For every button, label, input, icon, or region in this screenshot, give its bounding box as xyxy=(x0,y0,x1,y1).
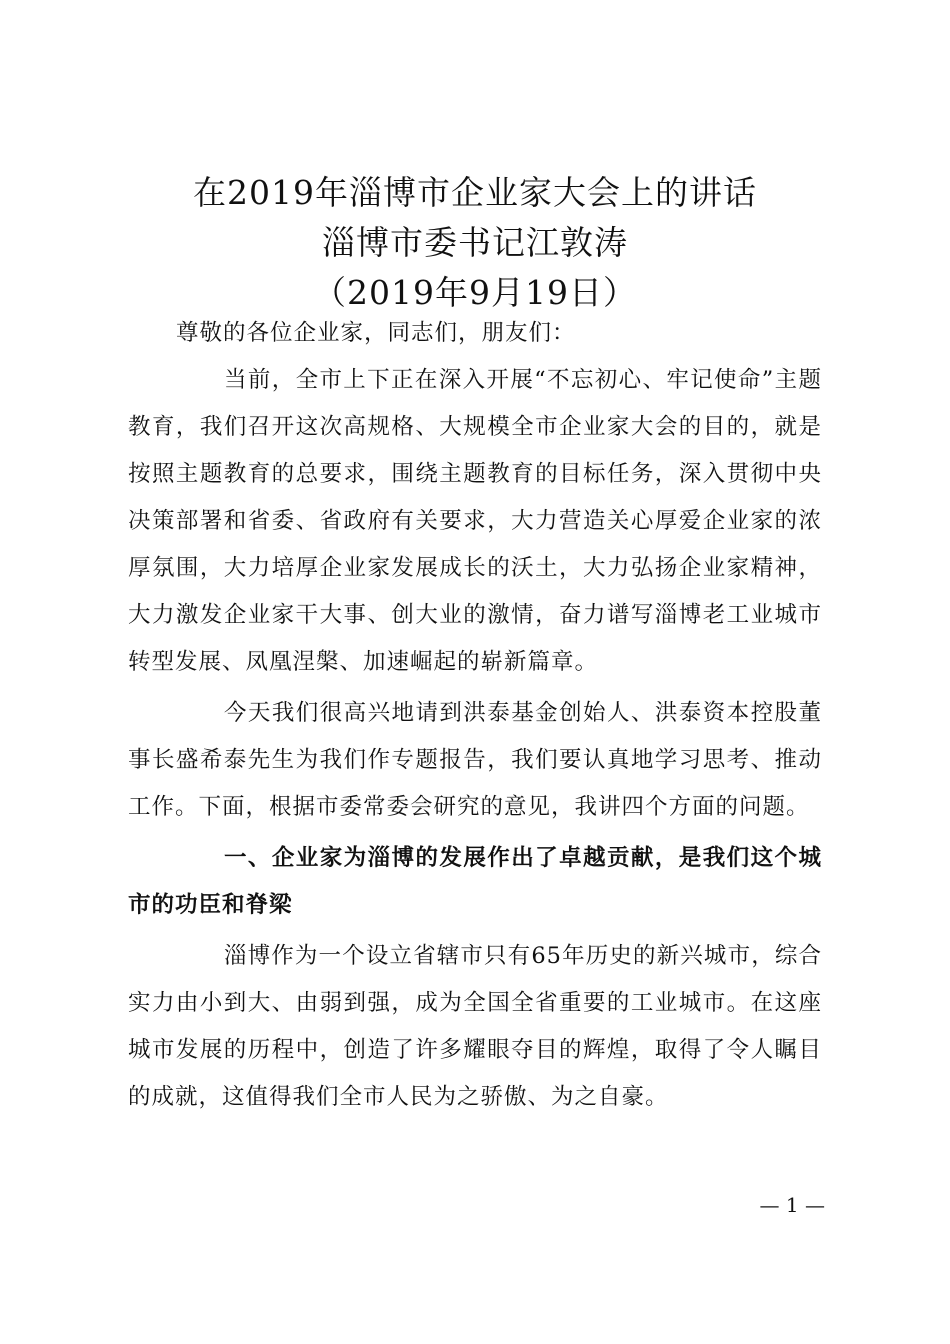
paragraph-intro: 当前，全市上下正在深入开展“不忘初心、牢记使命”主题教育，我们召开这次高规格、大规模全市企业家大会的目的，就是按照主题教育的总要求，围绕主题教育的目标任务，深入贯彻中央决策部署和省委、省政府有关要求，大力营造关心厚爱企业家的浓厚氛围，大力培厚企业家发展成长的沃土，大力弘扬企业家精神，大力激发企业家干大事、创大业的激情，奋力谱写淄博老工业城市转型发展、凤凰涅槃、加速崛起的崭新篇章。 xyxy=(128,367,822,675)
speech-title xyxy=(0,168,950,318)
speech-body xyxy=(128,310,822,1125)
section-heading: 一、企业家为淄博的发展作出了卓越贡献，是我们这个城市的功臣和脊梁 xyxy=(128,845,822,918)
page-number: — 1 — xyxy=(759,1193,825,1217)
salutation: 尊敬的各位企业家，同志们，朋友们： xyxy=(176,320,576,346)
date-line: （2019年9月19日） xyxy=(313,273,637,312)
speaker-line: 淄博市委书记江敦涛 xyxy=(322,223,628,262)
speech-title-line: 在2019年淄博市企业家大会上的讲话 xyxy=(193,173,757,212)
paragraph-agenda: 今天我们很高兴地请到洪泰基金创始人、洪泰资本控股董事长盛希泰先生为我们作专题报告，我们要认真地学习思考、推动工作。下面，根据市委常委会研究的意见，我讲四个方面的问题。 xyxy=(128,700,822,820)
section-paragraph: 淄博作为一个设立省辖市只有65年历史的新兴城市，综合实力由小到大、由弱到强，成为全国全省重要的工业城市。在这座城市发展的历程中，创造了许多耀眼夺目的辉煌，取得了令人瞩目的成就，这值得我们全市人民为之骄傲、为之自豪。 xyxy=(128,943,822,1110)
